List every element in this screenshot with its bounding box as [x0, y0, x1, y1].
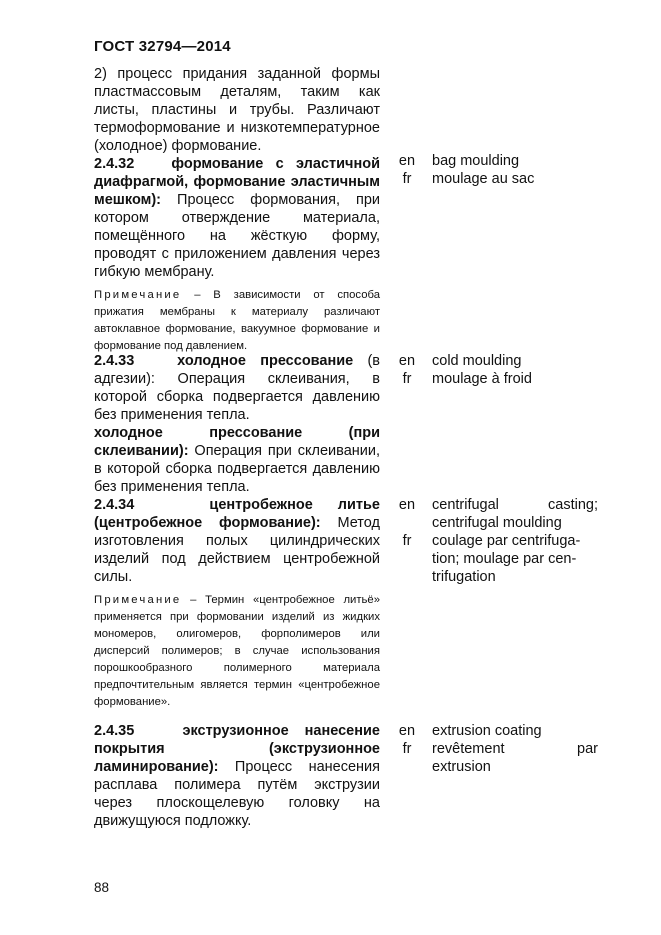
- translations-2-4-34: [432, 496, 598, 586]
- note-text: – Термин «центробежное литьё» применяется при формовании изделий из жидких мономеров, олигомеров, форполимеров или дисперсий полимеров; в случае использования порошкообразного полимерного материала предпочтительным является термин «центробежное формование».: [94, 594, 380, 708]
- entry-2-4-32-note: [94, 287, 380, 355]
- definition-text: Процесс нанесения расплава полимера путём экструзии через плоскощелевую головку на движущуюся подложку.: [94, 759, 380, 829]
- term-fr-line-1: coulage par centrifuga-: [432, 533, 581, 549]
- lang-fr: fr: [402, 741, 412, 757]
- entry-2-4-34: [94, 496, 380, 711]
- translations-2-4-35: [432, 722, 598, 776]
- term-en-line-1: [432, 496, 598, 514]
- definition-text-2: Операция при склеивании, в которой сборка подвергается давлению без применения тепла.: [94, 443, 380, 495]
- term-fr-line-1: [432, 740, 598, 758]
- note-label: Примечание: [94, 289, 182, 301]
- lang-codes-2-4-35: [396, 722, 418, 758]
- note-label: Примечание: [94, 594, 182, 606]
- entry-2-4-34-note: [94, 592, 380, 711]
- term-en: cold moulding: [432, 353, 522, 369]
- note-text: – В зависимости от способа прижатия мембраны к материалу различают автоклавное формование, вакуумное формование и формование под давлением.: [94, 289, 380, 352]
- term-fr-line-3: trifugation: [432, 569, 496, 585]
- entry-2-4-33-body: [94, 352, 380, 424]
- definition-text: Метод изготовления полых цилиндрических изделий под действием центробежной силы.: [94, 515, 380, 585]
- term-en-word: centrifugal: [432, 497, 499, 513]
- intro-text: 2) процесс придания заданной формы пластмассовым деталям, таким как листы, пластины и трубы. Различают термоформование и низкотемпературное (холодное) формование.: [94, 66, 380, 154]
- term-text-2: холодное прессование (при склеивании):: [94, 425, 380, 459]
- lang-en: en: [398, 723, 416, 739]
- term-en: extrusion coating: [432, 723, 542, 739]
- intro-paragraph: [94, 65, 380, 155]
- entry-2-4-35: [94, 722, 380, 830]
- lang-en: en: [398, 497, 416, 513]
- lang-codes-2-4-34: [396, 496, 418, 550]
- entry-2-4-35-body: [94, 722, 380, 830]
- entry-2-4-34-body: [94, 496, 380, 586]
- term-fr: moulage au sac: [432, 171, 535, 187]
- entry-number: 2.4.32: [94, 156, 135, 172]
- translations-2-4-32: [432, 152, 598, 188]
- term-text: центробежное литье (центробежное формование):: [94, 497, 380, 531]
- document-header: ГОСТ 32794—2014: [94, 38, 231, 55]
- term-en: bag moulding: [432, 153, 520, 169]
- term-text: формование с эластичной диафрагмой, формование эластичным мешком):: [94, 156, 380, 208]
- entry-number: 2.4.33: [94, 353, 135, 369]
- entry-2-4-33-body-2: [94, 424, 380, 496]
- term-fr: moulage à froid: [432, 371, 532, 387]
- lang-codes-2-4-32: [396, 152, 418, 188]
- term-fr-line-2: extrusion: [432, 759, 491, 775]
- term-text: экструзионное нанесение покрытия (экструзионное ламинирование):: [94, 723, 380, 775]
- definition-text: Процесс формования, при котором отверждение материала, помещённого на жёсткую форму, проводят с приложением давления через гибкую мембрану.: [94, 192, 380, 280]
- lang-en: en: [398, 353, 416, 369]
- entry-number: 2.4.34: [94, 497, 135, 513]
- lang-fr: fr: [402, 371, 412, 387]
- translations-2-4-33: [432, 352, 598, 388]
- lang-fr: fr: [402, 171, 412, 187]
- term-en-word: casting;: [548, 497, 598, 513]
- term-fr-line-2: tion; moulage par cen-: [432, 551, 577, 567]
- definition-text: (в адгезии): Операция склеивания, в которой сборка подвергается давлению без применения тепла.: [94, 353, 381, 423]
- lang-fr: fr: [402, 533, 412, 549]
- term-text: холодное прессование: [177, 353, 354, 369]
- term-fr-word: revêtement: [432, 741, 505, 757]
- entry-2-4-33: [94, 352, 380, 496]
- entry-number: 2.4.35: [94, 723, 135, 739]
- lang-en: en: [398, 153, 416, 169]
- entry-2-4-32: [94, 155, 380, 355]
- entry-2-4-32-body: [94, 155, 380, 281]
- page-number: 88: [94, 880, 110, 895]
- term-en-line-2: centrifugal moulding: [432, 515, 562, 531]
- lang-codes-2-4-33: [396, 352, 418, 388]
- term-fr-word: par: [577, 741, 598, 757]
